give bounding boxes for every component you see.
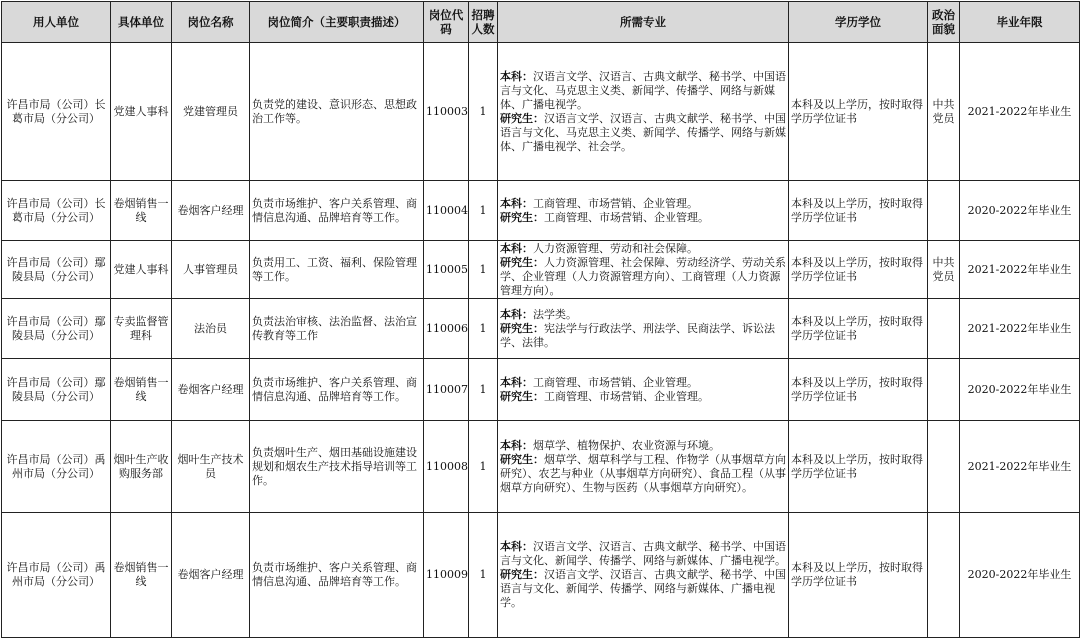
table-row — [2, 181, 1080, 241]
table-row — [2, 421, 1080, 513]
cell-edu: 本科及以上学历，按时取得学历学位证书 — [789, 513, 928, 638]
cell-dept: 烟叶生产收购服务部 — [111, 421, 172, 513]
cell-desc: 负责党的建设、意识形态、思想政治工作等。 — [250, 43, 424, 181]
cell-desc: 负责烟叶生产、烟田基础设施建设规划和烟农生产技术指导培训等工作。 — [250, 421, 424, 513]
cell-code: 110005 — [424, 241, 469, 299]
cell-desc: 负责法治审核、法治监督、法治宣传教育等工作 — [250, 299, 424, 359]
cell-grad: 2021-2022年毕业生 — [960, 299, 1080, 359]
major-postgrad — [500, 322, 786, 350]
cell-unit: 许昌市局（公司）禹州市局（分公司） — [2, 513, 111, 638]
cell-dept: 专卖监督管理科 — [111, 299, 172, 359]
major-undergrad-text: 工商管理、市场营销、企业管理。 — [533, 375, 698, 389]
major-undergrad-text: 烟草学、植物保护、农业资源与环境。 — [533, 438, 720, 452]
major-postgrad-text: 工商管理、市场营销、企业管理。 — [544, 389, 709, 403]
major-postgrad-label: 研究生： — [500, 111, 544, 125]
major-postgrad-text: 汉语言文学、汉语言、古典文献学、秘书学、中国语言与文化、马克思主义类、新闻学、传播学、网络与新媒体、广播电视学、社会学。 — [500, 111, 786, 153]
cell-dept: 卷烟销售一线 — [111, 513, 172, 638]
cell-major — [498, 43, 789, 181]
major-postgrad — [500, 112, 786, 154]
cell-dept: 卷烟销售一线 — [111, 359, 172, 421]
cell-grad: 2021-2022年毕业生 — [960, 241, 1080, 299]
major-undergrad — [500, 70, 786, 112]
major-undergrad — [500, 439, 786, 453]
col-header-count: 招聘人数 — [469, 2, 498, 43]
cell-political — [928, 359, 960, 421]
cell-political — [928, 421, 960, 513]
cell-code: 110004 — [424, 181, 469, 241]
cell-post: 卷烟客户经理 — [172, 513, 250, 638]
col-header-unit: 用人单位 — [2, 2, 111, 43]
table-row — [2, 513, 1080, 638]
cell-desc: 负责用工、工资、福利、保险管理等工作。 — [250, 241, 424, 299]
major-postgrad-text: 宪法学与行政法学、刑法学、民商法学、诉讼法学、法律。 — [500, 321, 775, 349]
cell-count: 1 — [469, 43, 498, 181]
col-header-post: 岗位名称 — [172, 2, 250, 43]
cell-code: 110007 — [424, 359, 469, 421]
cell-unit: 许昌市局（公司）长葛市局（分公司） — [2, 181, 111, 241]
cell-edu: 本科及以上学历，按时取得学历学位证书 — [789, 421, 928, 513]
major-undergrad-label: 本科： — [500, 375, 533, 389]
cell-post: 卷烟客户经理 — [172, 181, 250, 241]
major-undergrad — [500, 242, 786, 256]
cell-grad: 2020-2022年毕业生 — [960, 513, 1080, 638]
major-postgrad — [500, 453, 786, 495]
major-postgrad — [500, 568, 786, 610]
major-undergrad-label: 本科： — [500, 307, 533, 321]
table-row — [2, 299, 1080, 359]
cell-count: 1 — [469, 181, 498, 241]
major-undergrad-label: 本科： — [500, 241, 533, 255]
major-undergrad-label: 本科： — [500, 540, 533, 553]
cell-count: 1 — [469, 513, 498, 638]
major-undergrad — [500, 197, 786, 211]
col-header-grad: 毕业年限 — [960, 2, 1080, 43]
cell-code: 110003 — [424, 43, 469, 181]
cell-post: 党建管理员 — [172, 43, 250, 181]
table-row — [2, 241, 1080, 299]
cell-political: 中共党员 — [928, 43, 960, 181]
major-postgrad-label: 研究生： — [500, 452, 544, 466]
cell-unit: 许昌市局（公司）鄢陵县局（分公司） — [2, 241, 111, 299]
cell-major — [498, 241, 789, 299]
cell-desc: 负责市场维护、客户关系管理、商情信息沟通、品牌培育等工作。 — [250, 359, 424, 421]
major-postgrad-label: 研究生： — [500, 568, 544, 581]
cell-post: 人事管理员 — [172, 241, 250, 299]
cell-unit: 许昌市局（公司）禹州市局（分公司） — [2, 421, 111, 513]
cell-code: 110009 — [424, 513, 469, 638]
cell-edu: 本科及以上学历，按时取得学历学位证书 — [789, 359, 928, 421]
major-postgrad-label: 研究生： — [500, 255, 544, 269]
col-header-dept: 具体单位 — [111, 2, 172, 43]
cell-post: 法治员 — [172, 299, 250, 359]
major-postgrad-label: 研究生： — [500, 389, 544, 403]
major-undergrad-label: 本科： — [500, 438, 533, 452]
cell-dept: 卷烟销售一线 — [111, 181, 172, 241]
cell-code: 110006 — [424, 299, 469, 359]
cell-count: 1 — [469, 359, 498, 421]
col-header-code: 岗位代码 — [424, 2, 469, 43]
cell-grad: 2020-2022年毕业生 — [960, 359, 1080, 421]
cell-desc: 负责市场维护、客户关系管理、商情信息沟通、品牌培育等工作。 — [250, 181, 424, 241]
cell-dept: 党建人事科 — [111, 241, 172, 299]
major-undergrad — [500, 376, 786, 390]
cell-edu: 本科及以上学历，按时取得学历学位证书 — [789, 43, 928, 181]
major-undergrad-label: 本科： — [500, 69, 533, 83]
col-header-edu: 学历学位 — [789, 2, 928, 43]
cell-count: 1 — [469, 299, 498, 359]
cell-major — [498, 181, 789, 241]
cell-dept: 党建人事科 — [111, 43, 172, 181]
major-postgrad-text: 汉语言文学、汉语言、古典文献学、秘书学、中国语言与文化、新闻学、传播学、网络与新媒体、广播电视学。 — [500, 568, 786, 609]
cell-political — [928, 513, 960, 638]
table-row — [2, 359, 1080, 421]
major-postgrad-text: 工商管理、市场营销、企业管理。 — [544, 210, 709, 224]
cell-unit: 许昌市局（公司）鄢陵县局（分公司） — [2, 359, 111, 421]
cell-grad: 2020-2022年毕业生 — [960, 181, 1080, 241]
major-undergrad-text: 汉语言文学、汉语言、古典文献学、秘书学、中国语言与文化、新闻学、传播学、网络与新媒体、广播电视学。 — [500, 540, 786, 567]
cell-major — [498, 513, 789, 638]
cell-major — [498, 359, 789, 421]
cell-unit: 许昌市局（公司）长葛市局（分公司） — [2, 43, 111, 181]
major-postgrad — [500, 390, 786, 404]
major-postgrad-label: 研究生： — [500, 210, 544, 224]
major-undergrad-label: 本科： — [500, 196, 533, 210]
recruitment-table — [1, 1, 1080, 638]
cell-political — [928, 181, 960, 241]
major-undergrad — [500, 308, 786, 322]
major-undergrad-text: 法学类。 — [533, 307, 577, 321]
cell-desc: 负责市场维护、客户关系管理、商情信息沟通、品牌培育等工作。 — [250, 513, 424, 638]
cell-grad: 2021-2022年毕业生 — [960, 43, 1080, 181]
major-postgrad — [500, 211, 786, 225]
major-undergrad-text: 汉语言文学、汉语言、古典文献学、秘书学、中国语言与文化、马克思主义类、新闻学、传播学、网络与新媒体、广播电视学。 — [500, 69, 786, 111]
cell-political: 中共党员 — [928, 241, 960, 299]
cell-major — [498, 299, 789, 359]
major-undergrad — [500, 540, 786, 568]
cell-major — [498, 421, 789, 513]
cell-edu: 本科及以上学历，按时取得学历学位证书 — [789, 181, 928, 241]
major-undergrad-text: 人力资源管理、劳动和社会保障。 — [533, 241, 698, 255]
header-row — [2, 2, 1080, 43]
cell-grad: 2021-2022年毕业生 — [960, 421, 1080, 513]
cell-post: 烟叶生产技术员 — [172, 421, 250, 513]
cell-count: 1 — [469, 421, 498, 513]
cell-post: 卷烟客户经理 — [172, 359, 250, 421]
cell-unit: 许昌市局（公司）鄢陵县局（分公司） — [2, 299, 111, 359]
cell-edu: 本科及以上学历，按时取得学历学位证书 — [789, 299, 928, 359]
col-header-desc: 岗位简介（主要职责描述） — [250, 2, 424, 43]
col-header-major: 所需专业 — [498, 2, 789, 43]
major-postgrad-label: 研究生： — [500, 321, 544, 335]
cell-edu: 本科及以上学历，按时取得学历学位证书 — [789, 241, 928, 299]
major-postgrad-text: 烟草学、烟草科学与工程、作物学（从事烟草方向研究）、农艺与种业（从事烟草方向研究）、食品工程（从事烟草方向研究）、生物与医药（从事烟草方向研究）。 — [500, 452, 786, 494]
major-postgrad-text: 人力资源管理、社会保障、劳动经济学、劳动关系学、企业管理（人力资源管理方向）、工商管理（人力资源管理方向）。 — [500, 255, 786, 297]
cell-count: 1 — [469, 241, 498, 299]
major-undergrad-text: 工商管理、市场营销、企业管理。 — [533, 196, 698, 210]
cell-political — [928, 299, 960, 359]
table-row — [2, 43, 1080, 181]
major-postgrad — [500, 256, 786, 298]
col-header-political: 政治面貌 — [928, 2, 960, 43]
cell-code: 110008 — [424, 421, 469, 513]
